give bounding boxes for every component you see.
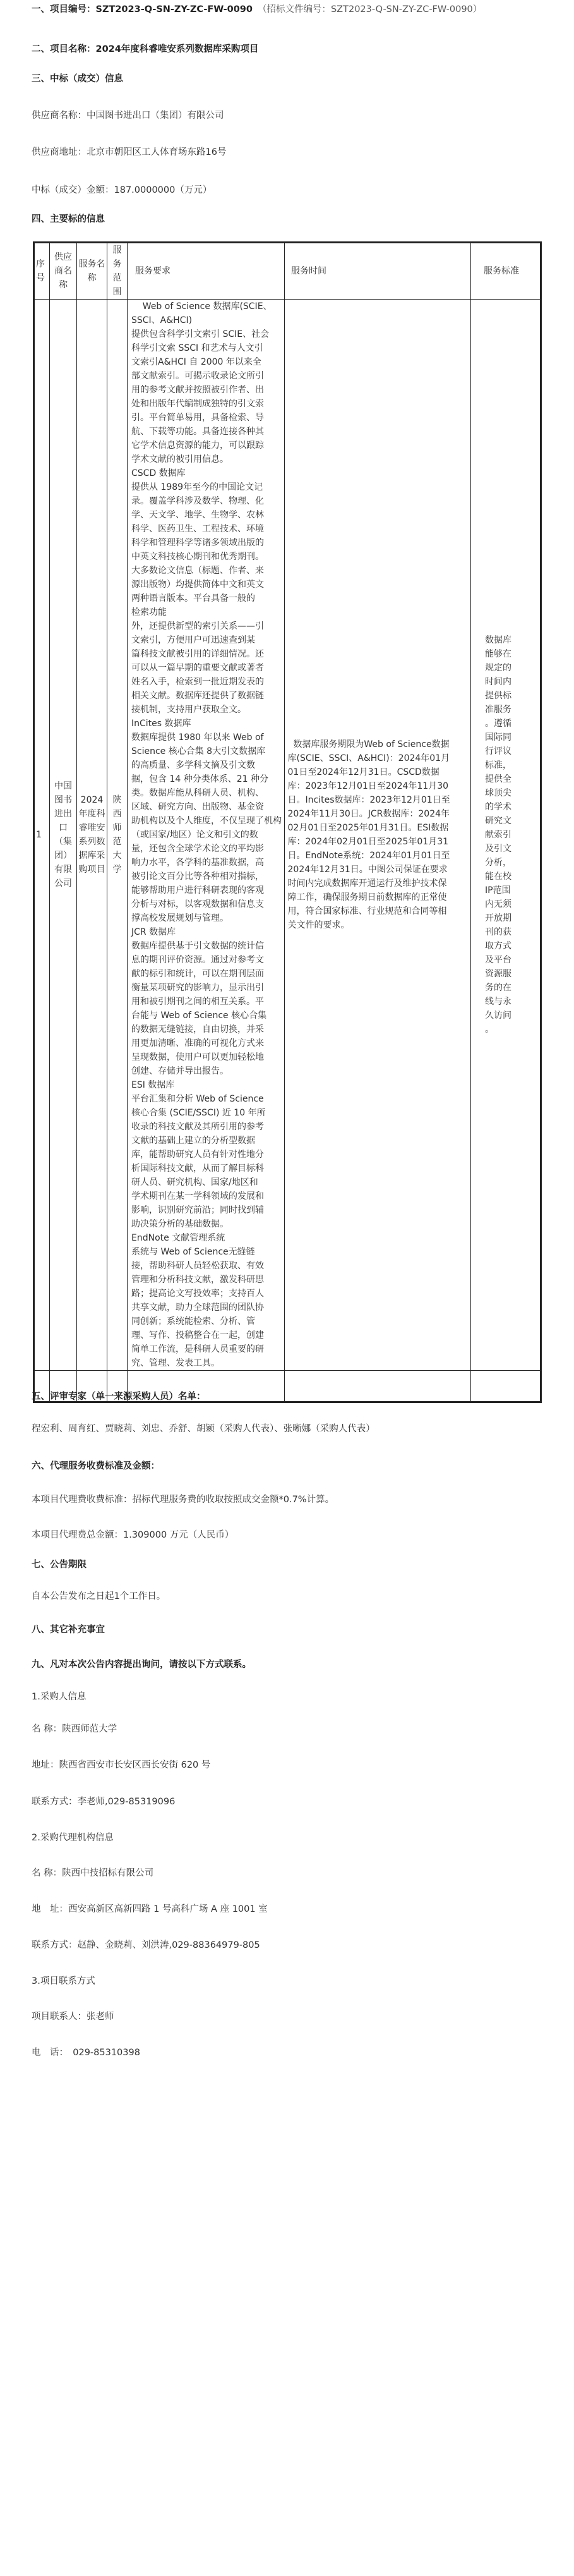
requirements-line: 文索引A&HCI 自 2000 年以来全	[131, 357, 261, 367]
service-standard-line: 球顶尖	[485, 788, 511, 798]
announcement-period: 自本公告发布之日起1个工作日。	[32, 1591, 166, 1601]
requirements-line: 息的期刊评价资源。通过对参考文	[131, 955, 264, 965]
supplier-name: 供应商名称：中国图书进出口（集团）有限公司	[32, 111, 224, 121]
table-row	[34, 300, 541, 1371]
service-standard-line: 分析，	[485, 858, 511, 868]
section-3-heading: 三、中标（成交）信息	[32, 74, 123, 84]
header-service-requirements: 服务要求	[128, 243, 285, 300]
section-4-heading: 四、主要标的信息	[32, 214, 105, 224]
cell-supplier: 中国图书进出口（集团）有限公司	[50, 300, 77, 1371]
agency-address: 地 址：西安高新区高新四路 1 号高科广场 A 座 1001 室	[32, 1904, 268, 1914]
requirements-line: 助机构以及个人维度，不仅呈现了机构	[131, 816, 282, 826]
service-standard-line: 规定的	[485, 663, 511, 673]
requirements-line: 处和出版年代编制成独特的引文索	[131, 399, 264, 409]
header-service-standard: 服务标准	[471, 243, 541, 300]
requirements-line: 区域、研究方向、出版物、基金资	[131, 802, 264, 812]
service-time-line: 日。EndNote系统：2024年01月01日至	[287, 851, 450, 861]
purchaser-contact: 联系方式：李老师,029-85319096	[32, 1797, 176, 1807]
requirements-line: 数据库提供 1980 年以来 Web of	[131, 732, 264, 743]
service-standard-line: 标准，	[485, 760, 511, 770]
requirements-line: 科学引文索 SSCI 和艺术与人文引	[131, 343, 263, 353]
requirements-line: 文献的基础上建立的分析型数据	[131, 1136, 255, 1146]
service-standard-line: 研究文	[485, 816, 511, 826]
requirements-line: 学、天文学、地学、生物学、农林	[131, 510, 264, 520]
project-number-line	[32, 3, 482, 16]
requirements-line: 大多数论文信息（标题、作者、来	[131, 566, 264, 576]
requirements-line: 文索引，方便用户可迅速查到某	[131, 635, 255, 645]
requirements-line: 外，还提供新型的索引关系——引	[131, 621, 264, 631]
project-name-line	[32, 42, 258, 56]
service-standard-line: 国际同	[485, 732, 511, 743]
service-time-line: 01日至2024年12月31日。CSCD数据	[287, 767, 439, 777]
requirements-line: 引。平台简单易用，具备检索、导	[131, 413, 264, 423]
service-time-line: 日。Incites数据库：2023年12月01日至	[287, 795, 450, 805]
service-standard-line: 提供全	[485, 774, 511, 784]
service-time-line: 用，符合国家标准、行业规范和合同等相	[287, 906, 447, 916]
requirements-line: 量，还包含全球学术论文的平均影	[131, 844, 264, 854]
service-standard-line: 。	[485, 1024, 494, 1035]
requirements-line: 影响，识别研究前沿；同时找到辅	[131, 1205, 264, 1215]
project-contact-person: 项目联系人：张老师	[32, 2012, 114, 2022]
requirements-line: CSCD 数据库	[131, 468, 186, 478]
main-subject-table	[33, 241, 542, 1403]
service-standard-line: 及平台	[485, 955, 511, 965]
requirements-line: 的高质量、多学科文摘及引文数	[131, 760, 255, 770]
tender-document-number: （招标文件编号：SZT2023-Q-SN-ZY-ZC-FW-0090）	[257, 4, 482, 15]
requirements-line: 它学术信息资源的能力，可以跟踪	[131, 440, 264, 451]
service-requirements-text	[131, 300, 280, 1370]
cell-service-name: 2024年度科睿唯安系列数据库采购项目	[77, 300, 107, 1371]
requirements-line: 的数据无缝链接，自由切换，并采	[131, 1024, 264, 1035]
service-standard-line: 时间内	[485, 677, 511, 687]
requirements-line: 提供从 1989年至今的中国论文记	[131, 482, 263, 492]
service-standard-line: 准服务	[485, 705, 511, 715]
requirements-line: 姓名入手，检索到一批近期发表的	[131, 677, 264, 687]
service-standard-line: 刊的获	[485, 927, 511, 937]
requirements-line: 核心合集 (SCIE/SSCI) 近 10 年所	[131, 1108, 266, 1118]
service-time-line: 库：2023年12月01日至2024年11月30	[287, 781, 449, 791]
requirements-line: 数据库提供基于引文数据的统计信	[131, 941, 264, 951]
service-standard-line: 提供标	[485, 691, 511, 701]
requirements-line: 同创新；系统能检索、分析、管	[131, 1316, 255, 1327]
requirements-line: 管理和分析科技文献，激发科研思	[131, 1275, 264, 1285]
service-standard-line: 资源服	[485, 969, 511, 979]
requirements-line: 能够帮助用户进行科研表现的客观	[131, 885, 264, 896]
requirements-line: 创建、存储并导出报告。	[131, 1066, 229, 1076]
requirements-line: 可以从一篇早期的重要文献或著者	[131, 663, 264, 673]
requirements-line: 简单工作流，是科研人员重要的研	[131, 1344, 264, 1354]
service-standard-text	[485, 633, 539, 1036]
requirements-line: 科学和管理科学等诸多领域出版的	[131, 538, 264, 548]
header-seq: 序号	[34, 243, 50, 300]
award-amount: 中标（成交）金额：187.0000000（万元）	[32, 185, 212, 195]
requirements-line: 究、管理、发表工具。	[131, 1358, 220, 1368]
project-contact-phone: 电 话： 029-85310398	[32, 2048, 140, 2058]
requirements-line: 检索功能	[131, 607, 167, 617]
requirements-line: 献的标引和统计，可以在期刊层面	[131, 969, 264, 979]
agency-heading: 2.采购代理机构信息	[32, 1833, 114, 1843]
service-standard-line: 及引文	[485, 844, 511, 854]
requirements-line: 撑高校发展规划与管理。	[131, 913, 229, 923]
service-standard-line: 开放期	[485, 913, 511, 923]
requirements-line: 响力水平，各学科的基准数据，高	[131, 858, 264, 868]
section-8-heading: 八、其它补充事宜	[32, 1625, 105, 1635]
requirements-line: 源出版物）均提供简体中文和英文	[131, 580, 264, 590]
service-standard-line: 务的在	[485, 983, 511, 993]
requirements-line: 理、写作、投稿整合在一起，创建	[131, 1330, 264, 1340]
requirements-line: Science 核心合集 8大引文数据库	[131, 746, 266, 756]
requirements-line: 库，能帮助研究人员有针对性地分	[131, 1150, 264, 1160]
requirements-line: 衡量某项研究的影响力，显示出引	[131, 983, 264, 993]
requirements-line: 据，包含 14 种分类体系、21 种分	[131, 774, 268, 784]
requirements-line: 台能与 Web of Science 核心合集	[131, 1011, 267, 1021]
requirements-line: 系统与 Web of Science无缝链	[131, 1247, 255, 1257]
service-time-line: 关文件的要求。	[287, 920, 350, 930]
service-standard-line: 。遵循	[485, 719, 511, 729]
service-standard-line: 的学术	[485, 802, 511, 812]
requirements-line: 用更加清晰、准确的可视化方式来	[131, 1038, 264, 1048]
requirements-line: （或国家/地区）论文和引文的数	[131, 830, 258, 840]
service-time-line: 障工作，确保服务期日前数据库的正常使	[287, 892, 447, 902]
requirements-line: 提供包含科学引文索引 SCIE、社会	[131, 329, 270, 339]
service-time-line: 库：2024年02月01日至2025年01月31	[287, 837, 449, 847]
agency-contact: 联系方式：赵静、金晓莉、刘洪涛,029-88364979-805	[32, 1940, 260, 1950]
section-5-heading: 五、评审专家（单一来源采购人员）名单：	[32, 1392, 206, 1402]
project-number-label: 一、项目编号：	[32, 4, 96, 15]
requirements-line: 接，帮助科研人员轻松获取、有效	[131, 1261, 264, 1271]
requirements-line: 平台汇集和分析 Web of Science	[131, 1094, 264, 1104]
cell-service-time	[285, 300, 471, 1371]
requirements-line: InCites 数据库	[131, 719, 191, 729]
service-standard-line: 行评议	[485, 746, 511, 756]
requirements-line: 接机制，支持用户获取全文。	[131, 705, 246, 715]
expert-list: 程宏利、周育红、贾晓莉、刘忠、乔舒、胡颖（采购人代表）、张晰娜（采购人代表）	[32, 1424, 375, 1434]
requirements-line: 中英文科技核心期刊和优秀期刊。	[131, 552, 264, 562]
purchaser-heading: 1.采购人信息	[32, 1692, 87, 1702]
project-contact-heading: 3.项目联系方式	[32, 1976, 95, 1986]
agency-fee-standard: 本项目代理费收费标准：招标代理服务费的收取按照成交金额*0.7%计算。	[32, 1495, 335, 1505]
requirements-line: 航、下载等功能。具备连接各种其	[131, 427, 264, 437]
requirements-line: 收录的科技文献及其所引用的参考	[131, 1122, 264, 1132]
header-supplier: 供应商名称	[50, 243, 77, 300]
requirements-line: 类。数据库能从科研人员、机构、	[131, 788, 264, 798]
requirements-line: Web of Science 数据库(SCIE、	[131, 301, 272, 312]
requirements-line: 学术文献的被引用信息。	[131, 454, 229, 465]
service-time-line: 02月01日至2025年01月31日。ESI数据	[287, 823, 449, 833]
cell-service-standard	[471, 300, 541, 1371]
requirements-line: 相关文献。数据库还提供了数据链	[131, 691, 264, 701]
requirements-line: 共享文献，助力全球范围的团队协	[131, 1303, 264, 1313]
requirements-line: 路；提高论文写投效率；支持百人	[131, 1289, 264, 1299]
section-9-heading: 九、凡对本次公告内容提出询问，请按以下方式联系。	[32, 1660, 251, 1670]
requirements-line: 助决策分析的基础数据。	[131, 1219, 229, 1229]
section-7-heading: 七、公告期限	[32, 1560, 87, 1570]
requirements-line: 被引论文百分比等各种相对指标，	[131, 872, 264, 882]
service-standard-line: IP范围	[485, 885, 511, 896]
cell-service-requirements	[128, 300, 285, 1371]
service-time-line: 时间内完成数据库开通运行及维护技术保	[287, 878, 447, 889]
requirements-line: JCR 数据库	[131, 927, 176, 937]
requirements-line: 学术期刊在某一学科领域的发展和	[131, 1191, 264, 1201]
purchaser-address: 地址：陕西省西安市长安区西长安街 620 号	[32, 1760, 211, 1770]
requirements-line: 录。覆盖学科涉及数学、物理、化	[131, 496, 264, 506]
requirements-line: 两种语言版本。平台具备一般的	[131, 593, 255, 604]
project-name-label: 二、项目名称：	[32, 44, 96, 54]
service-standard-line: 能够在	[485, 649, 511, 659]
service-standard-line: 献索引	[485, 830, 511, 840]
requirements-line: SSCI、A&HCI)	[131, 315, 193, 325]
header-service-name: 服务名称	[77, 243, 107, 300]
requirements-line: 析国际科技文献，从而了解目标科	[131, 1163, 264, 1174]
requirements-line: ESI 数据库	[131, 1080, 175, 1090]
requirements-line: 研人员、研究机构、国家/地区和	[131, 1177, 258, 1188]
agency-fee-amount: 本项目代理费总金额：1.309000 万元（人民币）	[32, 1530, 234, 1540]
requirements-line: 用的参考文献并按照被引作者、出	[131, 385, 264, 395]
project-number-value: SZT2023-Q-SN-ZY-ZC-FW-0090	[95, 4, 253, 15]
service-time-text	[288, 738, 468, 932]
service-time-line: 2024年11月30日。JCR数据库：2024年	[287, 809, 450, 819]
requirements-line: 科学、医药卫生、工程技术、环境	[131, 524, 264, 534]
service-standard-line: 内无须	[485, 899, 511, 909]
service-time-line: 数据库服务期限为Web of Science数据	[287, 739, 450, 750]
requirements-line: 篇科技文献被引用的详细情况。还	[131, 649, 264, 659]
section-6-heading: 六、代理服务收费标准及金额：	[32, 1461, 160, 1471]
cell-seq: 1	[34, 300, 50, 1371]
cell-service-scope: 陕西师范大学	[107, 300, 128, 1371]
requirements-line: 部文献索引。可揭示收录论文所引	[131, 371, 264, 381]
service-standard-line: 取方式	[485, 941, 511, 951]
requirements-line: 分析与对标，以客观数据和信息支	[131, 899, 264, 909]
agency-name: 名 称：陕西中技招标有限公司	[32, 1868, 154, 1878]
purchaser-name: 名 称：陕西师范大学	[32, 1724, 117, 1734]
service-standard-line: 数据库	[485, 635, 511, 645]
service-standard-line: 线与永	[485, 997, 511, 1007]
requirements-line: 用和被引期刊之间的相互关系。平	[131, 997, 264, 1007]
service-time-line: 库(SCIE、SSCI、A&HCI)：2024年01月	[287, 753, 450, 763]
requirements-line: EndNote 文献管理系统	[131, 1233, 225, 1243]
supplier-address: 供应商地址：北京市朝阳区工人体育场东路16号	[32, 147, 227, 157]
service-standard-line: 久访问	[485, 1011, 511, 1021]
header-service-time: 服务时间	[285, 243, 471, 300]
table-header-row	[34, 243, 541, 300]
header-service-scope: 服务范围	[107, 243, 128, 300]
project-name-value: 2024年度科睿唯安系列数据库采购项目	[95, 44, 259, 54]
requirements-line: 呈现数据，使用户可以更加轻松地	[131, 1052, 264, 1062]
service-standard-line: 能在校	[485, 872, 511, 882]
service-time-line: 2024年12月31日。中图公司保证在要求	[287, 865, 448, 875]
